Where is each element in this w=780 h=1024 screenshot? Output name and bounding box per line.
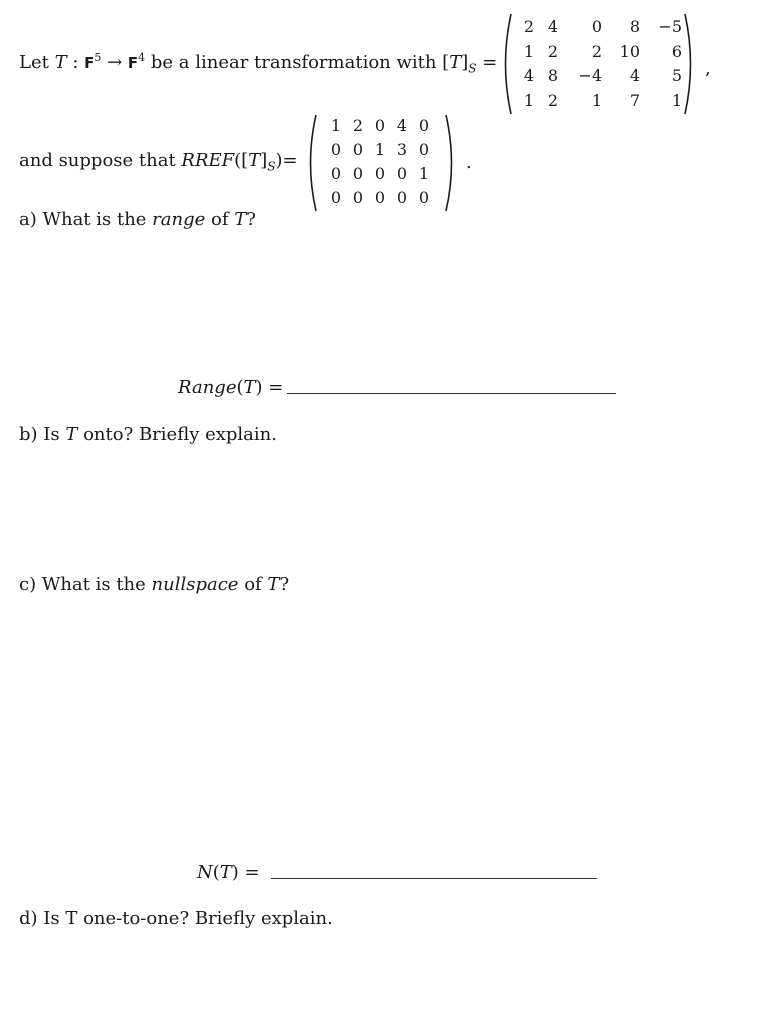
left-paren-icon bbox=[498, 12, 512, 116]
range-label: Range bbox=[178, 377, 237, 398]
suppose-period: . bbox=[466, 152, 472, 173]
matrix-rref bbox=[303, 113, 459, 213]
matrix-entry: 2 bbox=[591, 41, 602, 61]
question-d: d) Is T one-to-one? Briefly explain. bbox=[19, 908, 333, 929]
suppose-close2: )= bbox=[275, 150, 298, 171]
intro-colon: : bbox=[66, 52, 85, 73]
qa-T: T bbox=[234, 209, 247, 230]
suppose-text: and suppose that bbox=[19, 150, 182, 171]
intro-codomain-exp: 4 bbox=[138, 51, 146, 64]
range-open: ( bbox=[236, 377, 244, 398]
matrix-entry: 2 bbox=[523, 17, 534, 36]
null-N: N bbox=[197, 862, 213, 883]
range-T: T bbox=[243, 377, 256, 398]
matrix-entry: 0 bbox=[330, 188, 341, 207]
matrix-entry: 0 bbox=[374, 116, 385, 135]
matrix-entry: 0 bbox=[352, 140, 363, 159]
range-close: ) = bbox=[255, 377, 284, 398]
intro-T-bracket: T bbox=[449, 52, 462, 73]
qa-term: range bbox=[152, 209, 206, 230]
null-open: ( bbox=[212, 862, 220, 883]
qa-pre: a) What is the bbox=[19, 209, 153, 230]
right-paren-icon bbox=[445, 113, 459, 213]
matrix-entry: 3 bbox=[396, 140, 407, 159]
range-answer-label bbox=[178, 377, 283, 398]
matrix-entry: 0 bbox=[396, 188, 407, 207]
matrix-entry: 6 bbox=[671, 41, 682, 61]
null-T: T bbox=[219, 862, 232, 883]
matrix-entry: 0 bbox=[330, 164, 341, 183]
qb-pre: b) Is bbox=[19, 424, 66, 445]
intro-comma: , bbox=[705, 58, 711, 79]
matrix-entry: 1 bbox=[330, 116, 341, 135]
matrix-entry: 0 bbox=[352, 164, 363, 183]
qa-end: ? bbox=[246, 209, 256, 230]
intro-T: T bbox=[54, 52, 67, 73]
matrix-T-entries bbox=[512, 17, 682, 115]
intro-arrow: → bbox=[101, 52, 128, 73]
intro-sentence bbox=[19, 51, 498, 76]
null-answer-blank[interactable] bbox=[271, 878, 597, 879]
null-close: ) = bbox=[231, 862, 260, 883]
qa-mid: of bbox=[205, 209, 235, 230]
matrix-entry: 4 bbox=[396, 116, 407, 135]
matrix-entry: 1 bbox=[523, 90, 534, 110]
matrix-entry: 0 bbox=[374, 164, 385, 183]
matrix-entry: 1 bbox=[591, 90, 602, 110]
question-a bbox=[19, 209, 256, 230]
left-paren-icon bbox=[303, 113, 317, 213]
matrix-entry: 2 bbox=[352, 116, 363, 135]
matrix-entry: 1 bbox=[418, 164, 429, 183]
intro-let: Let bbox=[19, 52, 49, 73]
qc-mid: of bbox=[238, 574, 268, 595]
matrix-entry: 2 bbox=[547, 41, 558, 61]
matrix-entry: 0 bbox=[330, 140, 341, 159]
intro-basis-S: S bbox=[468, 61, 477, 76]
suppose-rref: RREF bbox=[181, 150, 235, 171]
matrix-T bbox=[498, 12, 698, 116]
qc-pre: c) What is the bbox=[19, 574, 152, 595]
intro-bracket-close: ] bbox=[461, 52, 469, 73]
matrix-entry: 0 bbox=[396, 164, 407, 183]
matrix-entry: 10 bbox=[619, 41, 640, 61]
range-answer-blank[interactable] bbox=[287, 393, 616, 394]
intro-field-domain: F bbox=[84, 54, 95, 72]
matrix-entry: 8 bbox=[547, 66, 558, 85]
matrix-entry: 0 bbox=[374, 188, 385, 207]
qc-term: nullspace bbox=[151, 574, 239, 595]
matrix-entry: 5 bbox=[671, 66, 682, 85]
matrix-entry: 1 bbox=[374, 140, 385, 159]
matrix-entry: 4 bbox=[629, 66, 640, 85]
suppose-sentence bbox=[19, 150, 298, 174]
intro-equals: = bbox=[476, 52, 498, 73]
suppose-basis-S: S bbox=[267, 159, 276, 174]
qc-end: ? bbox=[279, 574, 290, 595]
matrix-entry: 1 bbox=[671, 90, 682, 110]
matrix-entry: 1 bbox=[523, 41, 534, 61]
matrix-entry: 8 bbox=[629, 17, 640, 36]
matrix-entry: −4 bbox=[578, 66, 602, 85]
intro-field-codomain: F bbox=[127, 54, 139, 72]
matrix-entry: 2 bbox=[547, 90, 558, 110]
matrix-rref-entries bbox=[319, 116, 429, 212]
matrix-entry: −5 bbox=[658, 17, 682, 36]
intro-domain-exp: 5 bbox=[94, 51, 102, 64]
suppose-T: T bbox=[248, 150, 261, 171]
matrix-entry: 0 bbox=[591, 17, 602, 36]
matrix-entry: 4 bbox=[547, 17, 558, 36]
matrix-entry: 4 bbox=[523, 66, 534, 85]
matrix-entry: 7 bbox=[629, 90, 640, 110]
suppose-close: ] bbox=[260, 150, 268, 171]
right-paren-icon bbox=[684, 12, 698, 116]
intro-phrase: be a linear transformation with [ bbox=[145, 52, 450, 73]
qb-post: onto? Briefly explain. bbox=[77, 424, 277, 445]
matrix-entry: 0 bbox=[418, 140, 429, 159]
null-answer-label bbox=[197, 862, 260, 883]
question-c bbox=[19, 574, 289, 595]
matrix-entry: 0 bbox=[352, 188, 363, 207]
matrix-entry: 0 bbox=[418, 116, 429, 135]
question-b bbox=[19, 424, 277, 445]
matrix-entry: 0 bbox=[418, 188, 429, 207]
suppose-open: ([ bbox=[234, 150, 249, 171]
qc-T: T bbox=[267, 574, 280, 595]
qb-T: T bbox=[65, 424, 78, 445]
